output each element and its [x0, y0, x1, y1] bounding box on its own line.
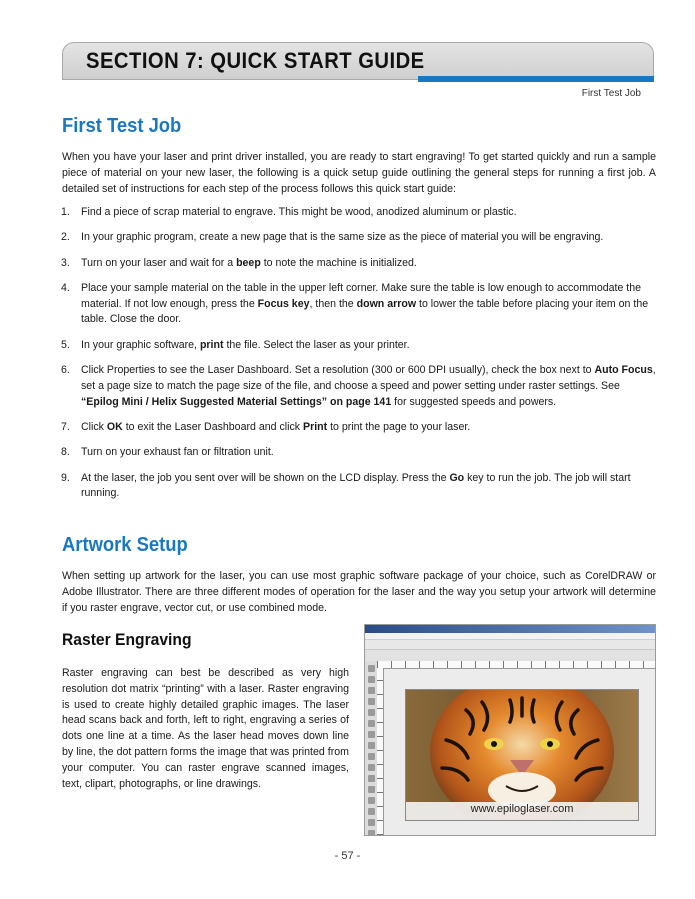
screenshot-watermark: www.epiloglaser.com: [470, 803, 574, 815]
screenshot-vertical-ruler: [377, 668, 384, 835]
step-text: Click Properties to see the Laser Dashboard. Set a resolution (300 or 600 DPI usually), check the box next to: [81, 364, 595, 377]
step-text: , then the: [309, 297, 357, 310]
step-emphasis: beep: [236, 256, 261, 269]
running-header: First Test Job: [581, 88, 641, 99]
heading-artwork-setup: Artwork Setup: [62, 534, 188, 556]
step-number: 7.: [61, 420, 70, 433]
step-text: At the laser, the job you sent over will be shown on the LCD display. Press the: [81, 471, 450, 484]
step-text: Turn on your exhaust fan or filtration unit.: [81, 446, 274, 459]
step-text: the file. Select the laser as your printer.: [223, 338, 410, 351]
intro-paragraph: When you have your laser and print driver installed, you are ready to start engraving! To get started quickly and run a sample piece of material on your new laser, the following is a quick setup guide outlining the general steps for running a first job. A detailed set of instructions for each step of the process follows this quick start guide:: [62, 151, 656, 195]
step-item: [61, 205, 657, 221]
tiger-photo: [405, 689, 639, 821]
step-number: 9.: [61, 471, 70, 484]
step-emphasis: Focus key: [257, 297, 310, 310]
step-text: In your graphic program, create a new page that is the same size as the piece of material you will be engraving.: [81, 231, 604, 244]
step-emphasis: “Epilog Mini / Helix Suggested Material Settings” on page 141: [81, 395, 392, 408]
step-text: Place your sample material on the table in the upper left corner. Make sure the table is low enough to accommodate the material. If not low enough, press the: [81, 281, 642, 310]
step-item: [61, 471, 657, 503]
step-item: [61, 338, 657, 354]
step-emphasis: Print: [303, 420, 328, 433]
heading-first-test-job: First Test Job: [62, 115, 182, 137]
step-text: In your graphic software,: [81, 338, 200, 351]
screenshot-horizontal-ruler: [377, 661, 655, 669]
step-text: key to run the job. The job will start running.: [81, 471, 631, 500]
heading-raster-engraving: Raster Engraving: [62, 630, 192, 649]
step-item: [61, 363, 657, 410]
step-text: to note the machine is initialized.: [260, 256, 417, 269]
step-emphasis: Auto Focus: [594, 364, 653, 377]
section-title: SECTION 7: QUICK START GUIDE: [86, 48, 425, 73]
raster-paragraph: Raster engraving can best be described as very high resolution dot matrix “printing” with a laser. Raster engraving is used to create highly detailed graphic images. The laser head scans back and forth, left to right, engraving a series of dots one line at a time. As the laser head moves down line by line, the dot pattern forms the image that was printed from your computer. You can raster engrave scanned images, text, clipart, photographs, or line drawings.: [62, 667, 349, 790]
tiger-image-icon: [406, 690, 638, 820]
step-item: [61, 281, 657, 328]
step-item: [61, 256, 657, 272]
step-number: 4.: [61, 281, 70, 294]
quick-start-steps: [61, 205, 657, 512]
page-number: - 57 -: [334, 850, 361, 862]
step-emphasis: Go: [449, 471, 465, 484]
screenshot-titlebar: [365, 625, 655, 633]
step-number: 6.: [61, 364, 70, 377]
step-text: to lower the table before placing your item on the table. Close the door.: [81, 297, 649, 326]
screenshot-toolbar: [365, 640, 655, 650]
step-item: [61, 445, 657, 461]
step-number: 8.: [61, 446, 70, 459]
step-emphasis: OK: [106, 420, 123, 433]
step-number: 1.: [61, 206, 70, 218]
step-number: 2.: [61, 231, 70, 244]
step-text: to exit the Laser Dashboard and click: [122, 420, 303, 433]
step-text: for suggested speeds and powers.: [391, 395, 557, 408]
step-text: Find a piece of scrap material to engrave. This might be wood, anodized aluminum or plastic.: [81, 206, 517, 218]
step-text: Click: [81, 420, 107, 433]
step-emphasis: print: [199, 338, 224, 351]
step-emphasis: down arrow: [356, 297, 417, 310]
step-text: Turn on your laser and wait for a: [81, 256, 237, 269]
step-text: to print the page to your laser.: [327, 420, 471, 433]
step-number: 5.: [61, 338, 70, 351]
header-accent-bar: [418, 76, 654, 82]
artwork-intro-paragraph: When setting up artwork for the laser, you can use most graphic software package of your choice, such as CorelDRAW or Adobe Illustrator. There are three different modes of operation for the laser and the way you setup your artwork will determine if you raster engrave, vector cut, or use combined mode.: [62, 570, 656, 614]
screenshot-menubar: [365, 633, 655, 640]
step-number: 3.: [61, 256, 70, 269]
step-item: [61, 230, 657, 246]
step-item: [61, 420, 657, 436]
step-text: , set a page size to match the page size of the file, and choose a speed and power setting under raster settings. See: [81, 364, 656, 392]
software-screenshot: [364, 624, 656, 836]
